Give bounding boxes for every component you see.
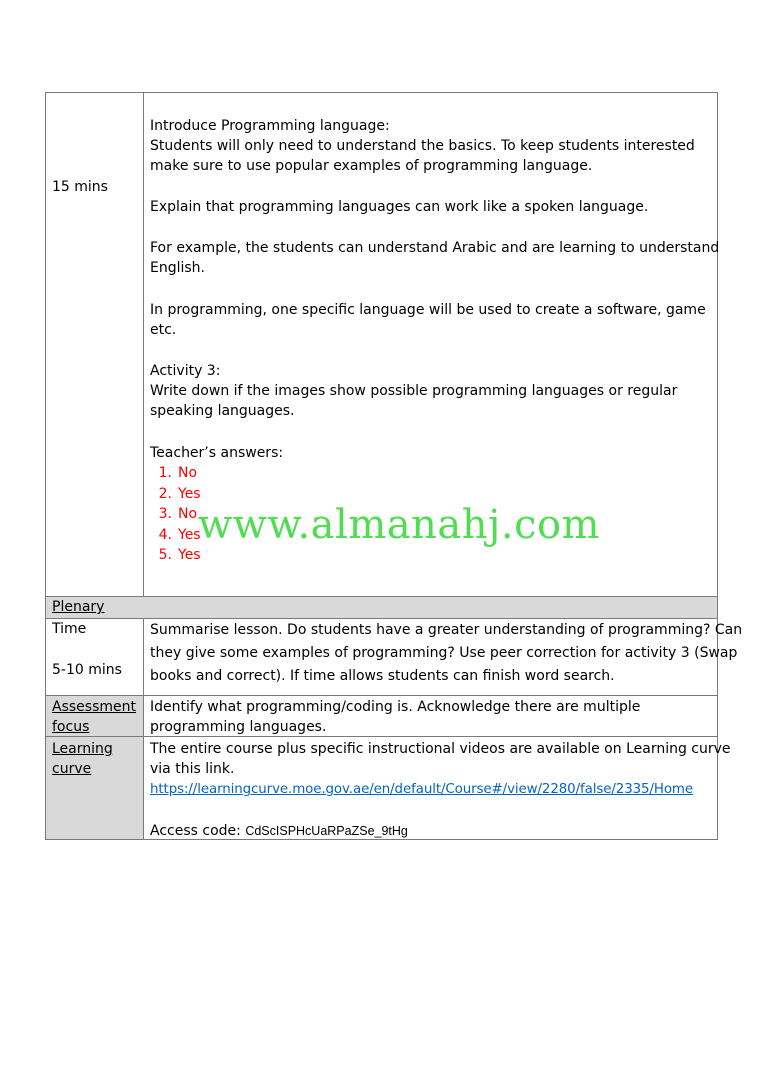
learning-curve-label: Learning xyxy=(52,741,113,757)
programming-text: In programming, one specific language will be used to create a software, game xyxy=(150,302,706,318)
answer-item: 1. No xyxy=(158,465,198,481)
example-text: English. xyxy=(150,260,206,276)
intro-text: make sure to use popular examples of programming language. xyxy=(150,158,593,174)
programming-text: etc. xyxy=(150,322,177,338)
answer-item: 5. Yes xyxy=(158,547,201,563)
watermark: www.almanahj.com xyxy=(198,502,601,548)
intro-heading: Introduce Programming language: xyxy=(150,118,390,134)
learning-curve-label: curve xyxy=(52,761,92,777)
column-divider xyxy=(143,93,144,596)
answer-item: 3. No xyxy=(158,506,198,522)
plenary-summary: Summarise lesson. Do students have a greater understanding of programming? Can xyxy=(150,622,743,638)
learning-curve-link[interactable]: https://learningcurve.moe.gov.ae/en/default/Course#/view/2280/false/2335/Home xyxy=(150,782,694,797)
row-divider xyxy=(46,695,717,696)
learning-curve-text: The entire course plus specific instructional videos are available on Learning curve xyxy=(150,741,731,757)
activity-text: Write down if the images show possible programming languages or regular xyxy=(150,383,678,399)
access-code-label: Access code: xyxy=(150,823,246,839)
answer-item: 2. Yes xyxy=(158,485,201,502)
intro-text: Students will only need to understand the basics. To keep students interested xyxy=(150,138,695,154)
learning-curve-text: via this link. xyxy=(150,761,235,777)
explain-text: Explain that programming languages can work like a spoken language. xyxy=(150,199,649,215)
plenary-summary: they give some examples of programming? Use peer correction for activity 3 (Swap xyxy=(150,645,738,661)
access-code-value: CdScISPHcUaRPaZSe_9tHg xyxy=(245,824,408,838)
assessment-text: Identify what programming/coding is. Acknowledge there are multiple xyxy=(150,699,641,715)
activity-text: speaking languages. xyxy=(150,403,295,419)
time-label: Time xyxy=(52,621,87,637)
assessment-label: Assessment xyxy=(52,699,136,715)
assessment-text: programming languages. xyxy=(150,719,327,735)
row-divider xyxy=(46,596,717,597)
answers-heading: Teacher’s answers: xyxy=(150,445,284,461)
example-text: For example, the students can understand Arabic and are learning to understand xyxy=(150,240,720,256)
activity-heading: Activity 3: xyxy=(150,363,221,379)
plenary-summary: books and correct). If time allows students can finish word search. xyxy=(150,668,615,684)
plenary-header-shade xyxy=(46,596,717,618)
access-code-row xyxy=(150,821,408,842)
row-divider xyxy=(46,736,717,737)
plenary-time: 5-10 mins xyxy=(52,662,122,678)
plenary-heading: Plenary xyxy=(52,599,105,615)
assessment-label: focus xyxy=(52,719,90,735)
answers-list xyxy=(150,463,201,566)
column-divider xyxy=(143,618,144,839)
answer-item: 4. Yes xyxy=(158,526,201,543)
time-cell: 15 mins xyxy=(52,179,108,195)
